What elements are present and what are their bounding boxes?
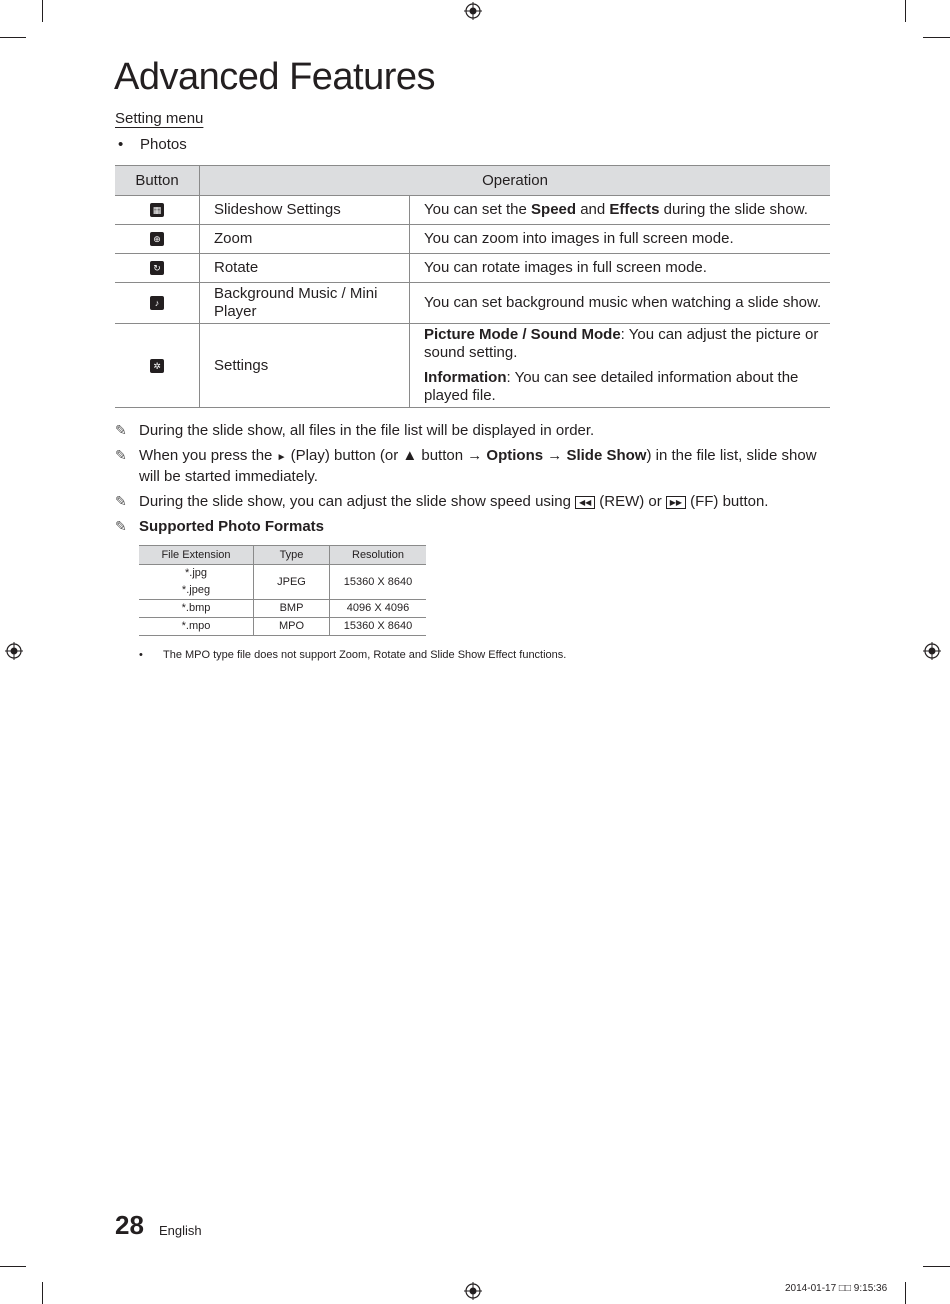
resolution-cell: 4096 X 4096 <box>330 600 427 618</box>
table-row <box>115 254 830 283</box>
icon-cell <box>115 283 200 324</box>
pencil-note-icon: ✎ <box>115 518 127 534</box>
desc-text: and <box>576 201 610 218</box>
page-number: 28 <box>115 1210 144 1240</box>
button-name: Settings <box>200 324 410 408</box>
operation-desc: You can set background music when watching a slide show. <box>410 283 831 324</box>
extension-cell: *.bmp <box>139 600 254 618</box>
registration-mark-icon <box>464 2 482 20</box>
table-header-row <box>139 546 426 565</box>
desc-bold: Effects <box>609 201 660 218</box>
note-text: (Play) button (or ▲ button → <box>286 447 487 464</box>
registration-mark-icon <box>5 642 23 660</box>
button-name: Background Music / Mini Player <box>200 283 410 324</box>
crop-mark <box>0 37 26 38</box>
crop-mark <box>905 1282 906 1304</box>
settings-icon: ✲ <box>150 359 164 373</box>
bullet-label: Photos <box>140 136 187 153</box>
note-heading: Supported Photo Formats <box>139 518 324 535</box>
operation-desc: You can zoom into images in full screen mode. <box>410 225 831 254</box>
section-heading: Setting menu <box>115 110 204 127</box>
column-header: Operation <box>200 166 831 196</box>
table-row <box>115 196 830 225</box>
extension-value: *.jpeg <box>181 584 211 596</box>
resolution-cell: 15360 X 8640 <box>330 565 427 600</box>
bullet-dot: • <box>139 649 143 661</box>
note-item <box>115 421 835 440</box>
note-text: (FF) button. <box>685 493 769 510</box>
pencil-note-icon: ✎ <box>115 422 127 438</box>
table-row <box>115 225 830 254</box>
icon-cell <box>115 324 200 408</box>
crop-mark <box>905 0 906 22</box>
type-cell: BMP <box>254 600 330 618</box>
play-icon: ► <box>276 452 287 463</box>
operations-table <box>115 165 830 408</box>
extension-cell: *.mpo <box>139 618 254 636</box>
table-row <box>115 324 830 408</box>
desc-bold: Information <box>424 369 507 386</box>
note-item <box>115 492 835 511</box>
pencil-note-icon: ✎ <box>115 493 127 509</box>
note-item <box>115 446 835 486</box>
table-header-row <box>115 166 830 196</box>
table-row <box>139 600 426 618</box>
desc-text: during the slide show. <box>659 201 808 218</box>
button-name: Slideshow Settings <box>200 196 410 225</box>
note-bold: Slide Show <box>566 447 647 464</box>
resolution-cell: 15360 X 8640 <box>330 618 427 636</box>
bullet-dot: • <box>118 136 124 153</box>
bullet-item <box>118 136 187 153</box>
note-text: When you press the <box>139 447 277 464</box>
type-cell: MPO <box>254 618 330 636</box>
note-text: (REW) or <box>595 493 666 510</box>
slideshow-settings-icon: ▦ <box>150 203 164 217</box>
operation-desc <box>410 324 831 408</box>
desc-text: : You can see detailed information about the played file. <box>424 369 799 404</box>
note-text: ) in the file list, slide show will be started immediately. <box>139 447 817 485</box>
desc-paragraph <box>424 326 824 362</box>
column-header: File Extension <box>139 546 254 565</box>
column-header: Button <box>115 166 200 196</box>
note-text: → <box>543 447 567 464</box>
note-text: During the slide show, all files in the file list will be displayed in order. <box>139 422 595 439</box>
rotate-icon: ↻ <box>150 261 164 275</box>
desc-bold: Picture Mode / Sound Mode <box>424 326 621 343</box>
type-cell: JPEG <box>254 565 330 600</box>
operation-desc: You can rotate images in full screen mode. <box>410 254 831 283</box>
table-row <box>115 283 830 324</box>
table-row <box>139 618 426 636</box>
registration-mark-icon <box>923 642 941 660</box>
extension-cell <box>139 565 254 600</box>
icon-cell <box>115 254 200 283</box>
column-header: Resolution <box>330 546 427 565</box>
zoom-icon: ⊕ <box>150 232 164 246</box>
operation-desc <box>410 196 831 225</box>
rewind-icon: ◀◀ <box>575 496 595 509</box>
crop-mark <box>42 0 43 22</box>
pencil-note-icon: ✎ <box>115 447 127 463</box>
icon-cell <box>115 196 200 225</box>
note-bold: Options <box>486 447 544 464</box>
crop-mark <box>42 1282 43 1304</box>
registration-mark-icon <box>464 1282 482 1300</box>
page-title: Advanced Features <box>114 56 436 98</box>
formats-footnote <box>139 649 566 661</box>
desc-bold: Speed <box>531 201 577 218</box>
button-name: Rotate <box>200 254 410 283</box>
crop-mark <box>923 37 950 38</box>
fast-forward-icon: ▶▶ <box>666 496 686 509</box>
table-row <box>139 565 426 600</box>
desc-paragraph <box>424 369 824 405</box>
notes-list <box>115 421 835 542</box>
music-icon: ♪ <box>150 296 164 310</box>
desc-text: : You can adjust the picture or sound setting. <box>424 326 819 361</box>
footnote-text: The MPO type file does not support Zoom, Rotate and Slide Show Effect functions. <box>163 649 567 661</box>
button-name: Zoom <box>200 225 410 254</box>
note-text: During the slide show, you can adjust the slide show speed using <box>139 493 576 510</box>
column-header: Type <box>254 546 330 565</box>
icon-cell <box>115 225 200 254</box>
note-item <box>115 517 835 536</box>
photo-formats-table <box>139 545 426 636</box>
print-stamp: 2014-01-17 □□ 9:15:36 <box>785 1283 888 1294</box>
desc-text: You can set the <box>424 201 532 218</box>
extension-value: *.jpg <box>184 567 208 579</box>
crop-mark <box>923 1266 950 1267</box>
page-language: English <box>159 1223 202 1238</box>
crop-mark <box>0 1266 26 1267</box>
